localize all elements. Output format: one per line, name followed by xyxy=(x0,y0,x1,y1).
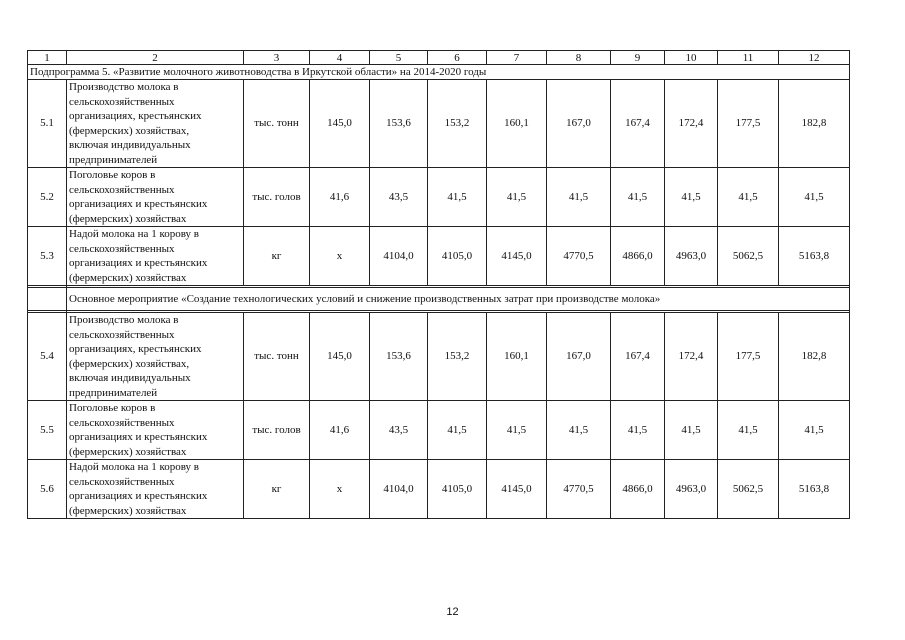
value-cell: 145,0 xyxy=(310,313,370,401)
unit: тыс. голов xyxy=(244,168,310,227)
indicator-name-line: сельскохозяйственных xyxy=(69,95,175,108)
value-cell: 41,6 xyxy=(310,401,370,460)
unit: тыс. голов xyxy=(244,401,310,460)
indicator-name-line: предпринимателей xyxy=(69,153,158,166)
column-number: 8 xyxy=(547,51,611,65)
row-number: 5.4 xyxy=(28,313,67,401)
column-number: 12 xyxy=(779,51,850,65)
activity-row xyxy=(28,288,850,311)
indicator-name xyxy=(67,460,244,519)
indicator-name-line: организациях и крестьянских xyxy=(69,490,208,502)
value-cell: 5062,5 xyxy=(718,460,779,519)
value-cell: 41,5 xyxy=(487,168,547,227)
value-cell: 5163,8 xyxy=(779,227,850,286)
indicator-name-line: организациях, крестьянских xyxy=(69,110,202,122)
indicator-name-line: (фермерских) хозяйствах xyxy=(69,445,187,458)
value-cell: 43,5 xyxy=(370,168,428,227)
table-row xyxy=(28,168,850,227)
value-cell: 41,5 xyxy=(547,168,611,227)
value-cell: 167,0 xyxy=(547,313,611,401)
value-cell: 167,4 xyxy=(611,313,665,401)
indicator-name xyxy=(67,313,244,401)
value-cell: 4104,0 xyxy=(370,227,428,286)
value-cell: 153,2 xyxy=(428,80,487,168)
value-cell: 4104,0 xyxy=(370,460,428,519)
column-number: 3 xyxy=(244,51,310,65)
value-cell: х xyxy=(310,460,370,519)
table-row xyxy=(28,460,850,519)
table-row xyxy=(28,80,850,168)
indicator-name-line: (фермерских) хозяйствах xyxy=(69,212,187,225)
indicator-name xyxy=(67,227,244,286)
unit: кг xyxy=(244,460,310,519)
column-number: 9 xyxy=(611,51,665,65)
indicator-name-line: организациях и крестьянских xyxy=(69,257,208,269)
indicator-name-line: Поголовье коров в xyxy=(69,169,156,181)
indicator-name-line: сельскохозяйственных xyxy=(69,328,175,341)
value-cell: х xyxy=(310,227,370,286)
row-number: 5.2 xyxy=(28,168,67,227)
table-row xyxy=(28,227,850,286)
value-cell: 41,6 xyxy=(310,168,370,227)
column-number: 5 xyxy=(370,51,428,65)
value-cell: 182,8 xyxy=(779,313,850,401)
value-cell: 41,5 xyxy=(611,168,665,227)
value-cell: 177,5 xyxy=(718,80,779,168)
value-cell: 41,5 xyxy=(428,401,487,460)
value-cell: 5163,8 xyxy=(779,460,850,519)
row-number: 5.5 xyxy=(28,401,67,460)
indicator-name-line: включая индивидуальных xyxy=(69,139,191,151)
activity-title: Основное мероприятие «Создание технологических условий и снижение производственных затрат при производстве молока» xyxy=(67,288,850,311)
row-number: 5.1 xyxy=(28,80,67,168)
unit: тыс. тонн xyxy=(244,313,310,401)
value-cell: 4866,0 xyxy=(611,227,665,286)
value-cell: 4963,0 xyxy=(665,460,718,519)
indicators-table xyxy=(27,50,850,519)
indicator-name-line: (фермерских) хозяйствах xyxy=(69,271,187,284)
value-cell: 145,0 xyxy=(310,80,370,168)
value-cell: 5062,5 xyxy=(718,227,779,286)
value-cell: 41,5 xyxy=(428,168,487,227)
value-cell: 167,4 xyxy=(611,80,665,168)
value-cell: 182,8 xyxy=(779,80,850,168)
value-cell: 160,1 xyxy=(487,80,547,168)
indicator-name xyxy=(67,80,244,168)
value-cell: 4145,0 xyxy=(487,227,547,286)
value-cell: 41,5 xyxy=(779,401,850,460)
value-cell: 4105,0 xyxy=(428,227,487,286)
indicator-name-line: организациях и крестьянских xyxy=(69,431,208,443)
indicator-name-line: сельскохозяйственных xyxy=(69,183,175,196)
column-number: 6 xyxy=(428,51,487,65)
column-number: 4 xyxy=(310,51,370,65)
value-cell: 153,2 xyxy=(428,313,487,401)
indicator-name-line: сельскохозяйственных xyxy=(69,416,175,429)
value-cell: 172,4 xyxy=(665,80,718,168)
value-cell: 41,5 xyxy=(779,168,850,227)
indicator-name-line: Поголовье коров в xyxy=(69,402,156,414)
value-cell: 41,5 xyxy=(665,168,718,227)
subprogram-title: Подпрограмма 5. «Развитие молочного животноводства в Иркутской области» на 2014-2020 годы xyxy=(28,65,850,80)
column-number: 11 xyxy=(718,51,779,65)
indicator-name xyxy=(67,401,244,460)
column-number: 2 xyxy=(67,51,244,65)
value-cell: 177,5 xyxy=(718,313,779,401)
table-row xyxy=(28,401,850,460)
indicator-name-line: (фермерских) хозяйствах xyxy=(69,504,187,517)
value-cell: 4145,0 xyxy=(487,460,547,519)
column-number: 1 xyxy=(28,51,67,65)
indicator-name-line: (фермерских) хозяйствах, xyxy=(69,124,190,137)
column-number: 7 xyxy=(487,51,547,65)
column-number: 10 xyxy=(665,51,718,65)
unit: тыс. тонн xyxy=(244,80,310,168)
indicator-name-line: сельскохозяйственных xyxy=(69,242,175,255)
value-cell: 41,5 xyxy=(718,168,779,227)
row-number: 5.6 xyxy=(28,460,67,519)
value-cell: 153,6 xyxy=(370,313,428,401)
indicator-name-line: Надой молока на 1 корову в xyxy=(69,461,199,473)
value-cell: 4963,0 xyxy=(665,227,718,286)
indicator-name-line: включая индивидуальных xyxy=(69,372,191,384)
table-row xyxy=(28,313,850,401)
column-number-row xyxy=(28,51,850,65)
value-cell: 153,6 xyxy=(370,80,428,168)
value-cell: 4105,0 xyxy=(428,460,487,519)
row-number: 5.3 xyxy=(28,227,67,286)
value-cell: 41,5 xyxy=(665,401,718,460)
value-cell: 41,5 xyxy=(547,401,611,460)
value-cell: 167,0 xyxy=(547,80,611,168)
page-number: 12 xyxy=(446,606,459,618)
value-cell: 172,4 xyxy=(665,313,718,401)
indicator-name-line: сельскохозяйственных xyxy=(69,475,175,488)
indicator-name-line: Производство молока в xyxy=(69,81,179,93)
value-cell: 41,5 xyxy=(487,401,547,460)
value-cell: 160,1 xyxy=(487,313,547,401)
indicator-name-line: организациях и крестьянских xyxy=(69,198,208,210)
value-cell: 4770,5 xyxy=(547,227,611,286)
subprogram-row xyxy=(28,65,850,80)
unit: кг xyxy=(244,227,310,286)
indicator-name-line: (фермерских) хозяйствах, xyxy=(69,357,190,370)
value-cell: 41,5 xyxy=(718,401,779,460)
indicator-name-line: предпринимателей xyxy=(69,386,158,399)
activity-num-cell xyxy=(28,288,67,311)
indicator-name-line: Надой молока на 1 корову в xyxy=(69,228,199,240)
value-cell: 4866,0 xyxy=(611,460,665,519)
value-cell: 4770,5 xyxy=(547,460,611,519)
value-cell: 43,5 xyxy=(370,401,428,460)
indicator-name xyxy=(67,168,244,227)
indicator-name-line: Производство молока в xyxy=(69,314,179,326)
value-cell: 41,5 xyxy=(611,401,665,460)
indicator-name-line: организациях, крестьянских xyxy=(69,343,202,355)
